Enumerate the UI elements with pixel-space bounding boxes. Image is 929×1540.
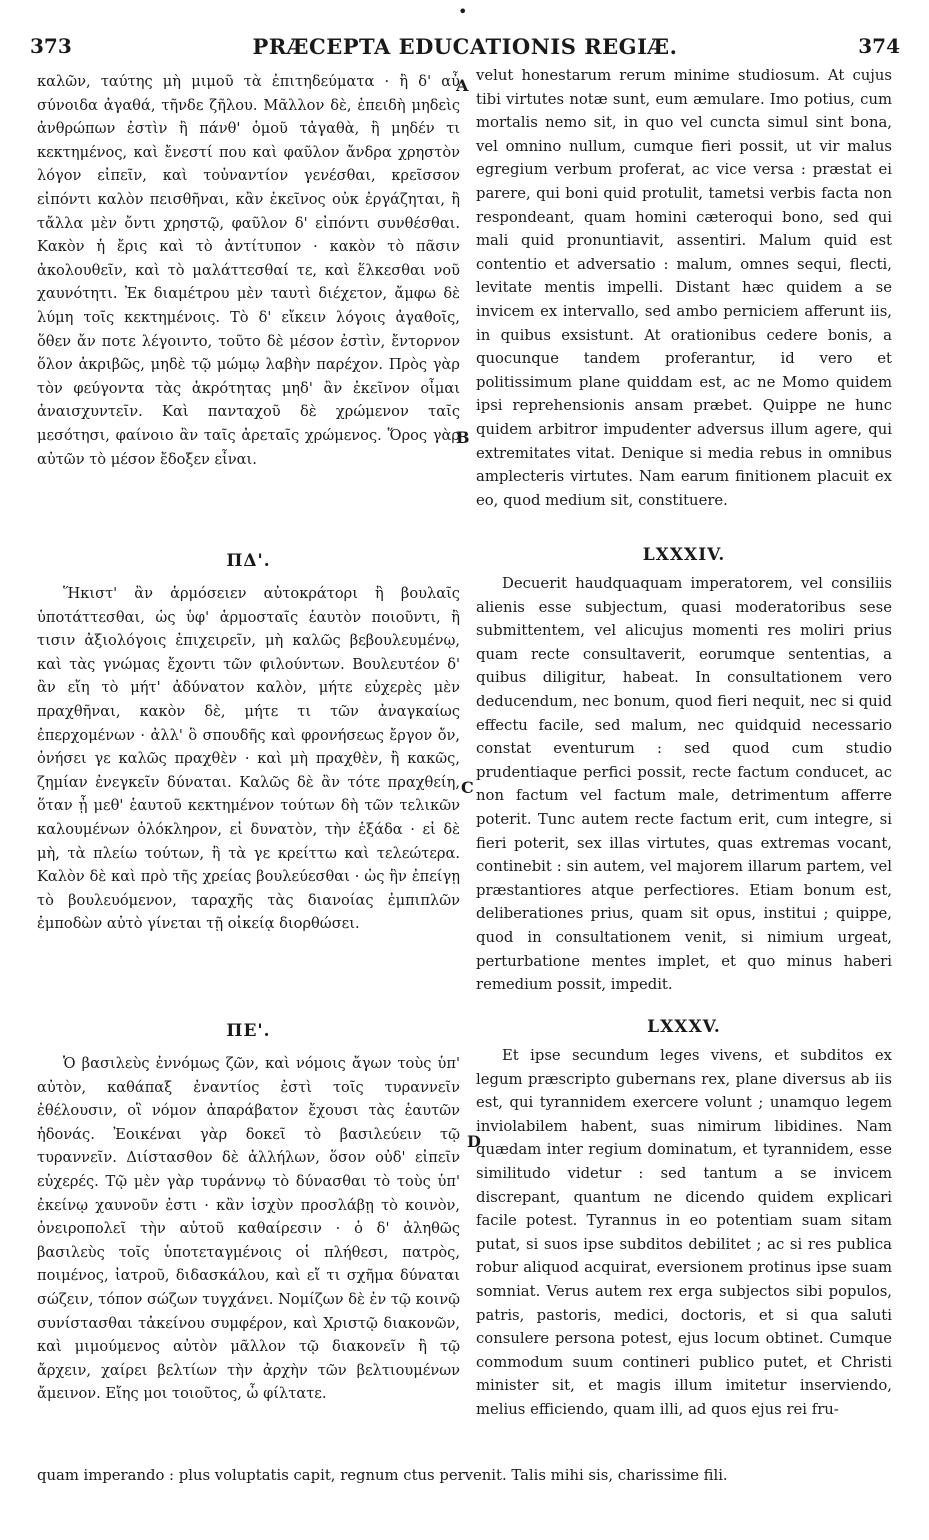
latin-section-85 bbox=[476, 1044, 892, 1422]
bottom-closing-line: quam imperando : plus voluptatis capit, regnum ctus pervenit. Talis mihi sis, charissime fili. bbox=[37, 1467, 728, 1484]
latin-section-85-text: Et ipse secundum leges vivens, et subditos ex legum præscripto gubernans rex, plane diversus ab iis est, qui tyrannidem exercere volunt ; unamquo legem inviolabilem habent, suas nimirum libidines. Nam quædam inter regium dominatum, et tyrannidem, esse similitudo videtur : sed tantum a se invicem discrepant, quantum ne dicendo quidem explicari facile potest. Tyrannus in eo potentiam suam sitam putat, si suos ipse subditos debilitet ; ac si res publica robur aliquod acquirat, eversionem protinus ipse suam somniat. Verus autem rex erga subjectos sibi populos, patris, pastoris, medici, doctoris, et si qua saluti consulere persona potest, ejus locum obtinet. Cumque commodum suum contineri publico putet, et Christi minister sit, et magis illum imitetur inserviendo, melius efficiendo, quam illi, ad quos ejus rei fru- bbox=[476, 1047, 892, 1418]
margin-letter-d: D bbox=[467, 1132, 481, 1151]
latin-section-85-title: LXXXV. bbox=[647, 1017, 721, 1037]
running-header bbox=[30, 34, 900, 64]
bottom-closing-text bbox=[37, 1464, 892, 1488]
latin-section-84 bbox=[476, 572, 892, 997]
latin-section-84-title: LXXXIV. bbox=[642, 545, 726, 565]
greek-section-84-text: Ἥκιστ' ἂν ἁρμόσειεν αὐτοκράτορι ἢ βουλαῖς ὑποτάττεσθαι, ὡς ὑφ' ἁρμοσταῖς ἑαυτὸν ποιοῦντι, ἢ τισιν ἀξιολόγοις ἐπιχειρεῖν, μὴ καλῶς βεβουλευμένῳ, καὶ τὰς γνώμας ἔχοντι τῶν φιλούντων. Βουλευτέον δ' ἂν εἴη τὸ μήτ' ἀδύνατον καλὸν, μήτε εὐχερὲς μὲν πραχθῆναι, κακὸν δὲ, μήτε τι τῶν ἀναγκαίως ἐπερχομένων · ἀλλ' ὃ σπουδῆς καὶ φρονήσεως ἔργον ὄν, ὀνήσει γε καλῶς πραχθὲν · καὶ μὴ πραχθὲν, ἢ κακῶς, ζημίαν ἐνεγκεῖν δύναται. Καλῶς δὲ ἂν τότε πραχθείη, ὅταν ᾖ μεθ' ἑαυτοῦ κεκτημένον τούτων δὴ τῶν τελικῶν καλουμένων ὁλόκληρον, εἰ δυνατὸν, τὴν ἑξάδα · εἰ δὲ μὴ, τὰ πλείω τούτων, ἢ τὰ γε κρείττω καὶ τελεώτερα. Καλὸν δὲ καὶ πρὸ τῆς χρείας βουλεύεσθαι · ὡς ἣν ἐπείγῃ τὸ βουλευόμενον, ταραχῆς τὰς διανοίας ἐμπιπλῶν ἐμποδὼν αὐτὸ γίνεται τῇ οἰκείᾳ διορθώσει. bbox=[37, 585, 460, 933]
margin-letter-a: A bbox=[456, 76, 469, 95]
margin-letter-b: B bbox=[456, 428, 470, 447]
margin-letter-c: C bbox=[461, 778, 474, 797]
greek-intro-text: καλῶν, ταύτης μὴ μιμοῦ τὰ ἐπιτηδεύματα · ἢ δ' αὖ σύνοιδα ἀγαθά, τῆνδε ζῆλου. Μᾶλλον δὲ, ἐπειδὴ μηδεὶς ἀνθρώπων ἐστὶν ἢ πάνθ' ὁμοῦ τἀγαθὰ, ἢ μηδέν τι κεκτημένος, καὶ ἔνεστί που καὶ φαῦλον ἄνδρα χρηστὸν λόγον εἰπεῖν, καὶ τοὐναντίον γενέσθαι, κρεῖσσον εἰπόντι καλὸν πεισθῆναι, κἂν ἐκεῖνος οὐκ ἐργάζηται, ἢ τἄλλα μὲν ὄντι χρηστῷ, φαῦλον δ' εἰπόντι συνθέσθαι. Κακὸν ἡ ἔρις καὶ τὸ ἀντίτυπον · κακὸν τὸ πᾶσιν ἀκολουθεῖν, καὶ τὸ μαλάττεσθαί τε, καὶ ἕλκεσθαι νοῦ χαυνότητι. Ἐκ διαμέτρου μὲν ταυτὶ διέχετον, ἄμφω δὲ λύμη τοῖς κεκτημένοις. Τὸ δ' εἴκειν λόγοις ἀγαθοῖς, ὅθεν ἄν ποτε λέγοιντο, τοῦτο δὲ μέσον ἐστὶν, ἔντορνον ὅλον ἀκριβῶς, μηδὲ τῷ μώμῳ λαβὴν παρέχον. Πρὸς γὰρ τὸν φεύγοντα τὰς ἀκρότητας μηδ' ἂν ἐκεῖνον οἶμαι ἀναισχυντεῖν. Καὶ πανταχοῦ δὲ χρώμενον ταῖς μεσότησι, φαίνοιο ἂν ταῖς ἀρεταῖς χρώμενος. Ὅρος γὰρ αὐτῶν τὸ μέσον ἔδοξεν εἶναι. bbox=[37, 73, 460, 468]
latin-intro bbox=[476, 64, 892, 512]
running-title: PRÆCEPTA EDUCATIONIS REGIÆ. bbox=[252, 34, 678, 59]
greek-section-85 bbox=[37, 1052, 460, 1406]
latin-intro-text: velut honestarum rerum minime studiosum. At cujus tibi virtutes notæ sunt, eum æmulare. Imo potius, cum mortalis nemo sit, in quo vel cuncta simul sint bona, vel omnino nullum, cumque fieri possit, ut vir malus egregium verbum proferat, ac vice versa : præstat ei parere, qui boni quid protulit, tametsi verbis facta non respondeant, quam homini cæteroqui bono, sed qui mali quid pronuntiavit, assentiri. Malum quid est contentio et adversatio : malum, omnes sequi, flecti, levitate mentis impelli. Distant hæc quidem a se invicem ex intervallo, sed ambo perniciem afferunt iis, in quibus exsistunt. At orationibus cedere bonis, a quocunque tandem proferantur, id vero et politissimum plane quiddam est, ac ne Momo quidem ipsi reprehensionis ansam præbet. Quippe ne hunc quidem arbitror impudenter adversus illum agere, qui extremitates vitat. Denique si media rebus in omnibus amplecteris virtutes. Nam earum finitionem placuit ex eo, quod medium sit, constituere. bbox=[476, 67, 892, 509]
page-number-left: 373 bbox=[30, 34, 72, 58]
greek-section-85-text: Ὁ βασιλεὺς ἐννόμως ζῶν, καὶ νόμοις ἄγων τοὺς ὑπ' αὐτὸν, καθάπαξ ἐναντίος ἐστὶ τοῖς τυραννεῖν ἐθέλουσιν, οἳ νόμον ἀπαράβατον ἔχουσι τὰς ἑαυτῶν ἡδονάς. Ἐοικέναι γὰρ δοκεῖ τὸ βασιλεύειν τῷ τυραννεῖν. Διίστασθον δὲ ἀλλήλων, ὅσον οὐδ' εἰπεῖν εὐχερές. Τῷ μὲν γὰρ τυράννῳ τὸ δύνασθαι τὸ τοὺς ὑπ' ἐκείνῳ χαυνοῦν ἐστι · κἂν ἰσχὺν προσλάβῃ τὸ κοινὸν, ὀνειροπολεῖ τὴν αὐτοῦ καθαίρεσιν · ὁ δ' ἀληθῶς βασιλεὺς τοῖς ὑποτεταγμένοις οἱ πλήθεσι, πατρὸς, ποιμένος, ἰατροῦ, διδασκάλου, καὶ εἴ τι σχῆμα δύναται σώζειν, τόπον σώζων τυγχάνει. Νομίζων δὲ ἐν τῷ κοινῷ συνίστασθαι τἀκείνου συμφέρον, καὶ Χριστῷ διακονῶν, καὶ μιμούμενος αὐτὸν μᾶλλον τῷ διακονεῖν ἢ τῷ ἄρχειν, χαίρει βελτίων τὴν ἀρχὴν τῶν βελτιουμένων ἄμεινον. Εἴης μοι τοιοῦτος, ὦ φίλτατε. bbox=[37, 1055, 460, 1403]
top-mark: • bbox=[458, 2, 468, 21]
greek-section-85-title: ΠΕ'. bbox=[226, 1021, 271, 1041]
greek-intro bbox=[37, 70, 460, 471]
page-number-right: 374 bbox=[858, 34, 900, 58]
latin-section-84-text: Decuerit haudquaquam imperatorem, vel consiliis alienis esse subjectum, quasi moderatoribus sese submittentem, vel alicujus momenti res moliri prius quam recte consultaverit, eorumque sententias, a quibus diligitur, habeat. In consultationem vero deducendum, nec bonum, quod fieri nequit, nec si quid effectu facile, sed malum, nec quidquid necessario constat eventurum : sed quod cum studio prudentiaque perfici possit, recte factum conducet, ac non factum vel factum male, detrimentum afferre poterit. Tunc autem recte factum erit, cum integre, si fieri poterit, sex illas virtutes, quas extremas vocant, continebit : sin autem, vel majorem illarum partem, vel præstantiores atque perfectiores. Etiam bonum est, deliberationes prius, quam sit opus, institui ; quippe, quod in consultationem venit, si nimium urgeat, perturbatione mentes implet, et quo minus haberi remedium possit, impedit. bbox=[476, 575, 892, 994]
greek-section-84 bbox=[37, 582, 460, 936]
greek-section-84-title: ΠΔ'. bbox=[226, 551, 271, 571]
